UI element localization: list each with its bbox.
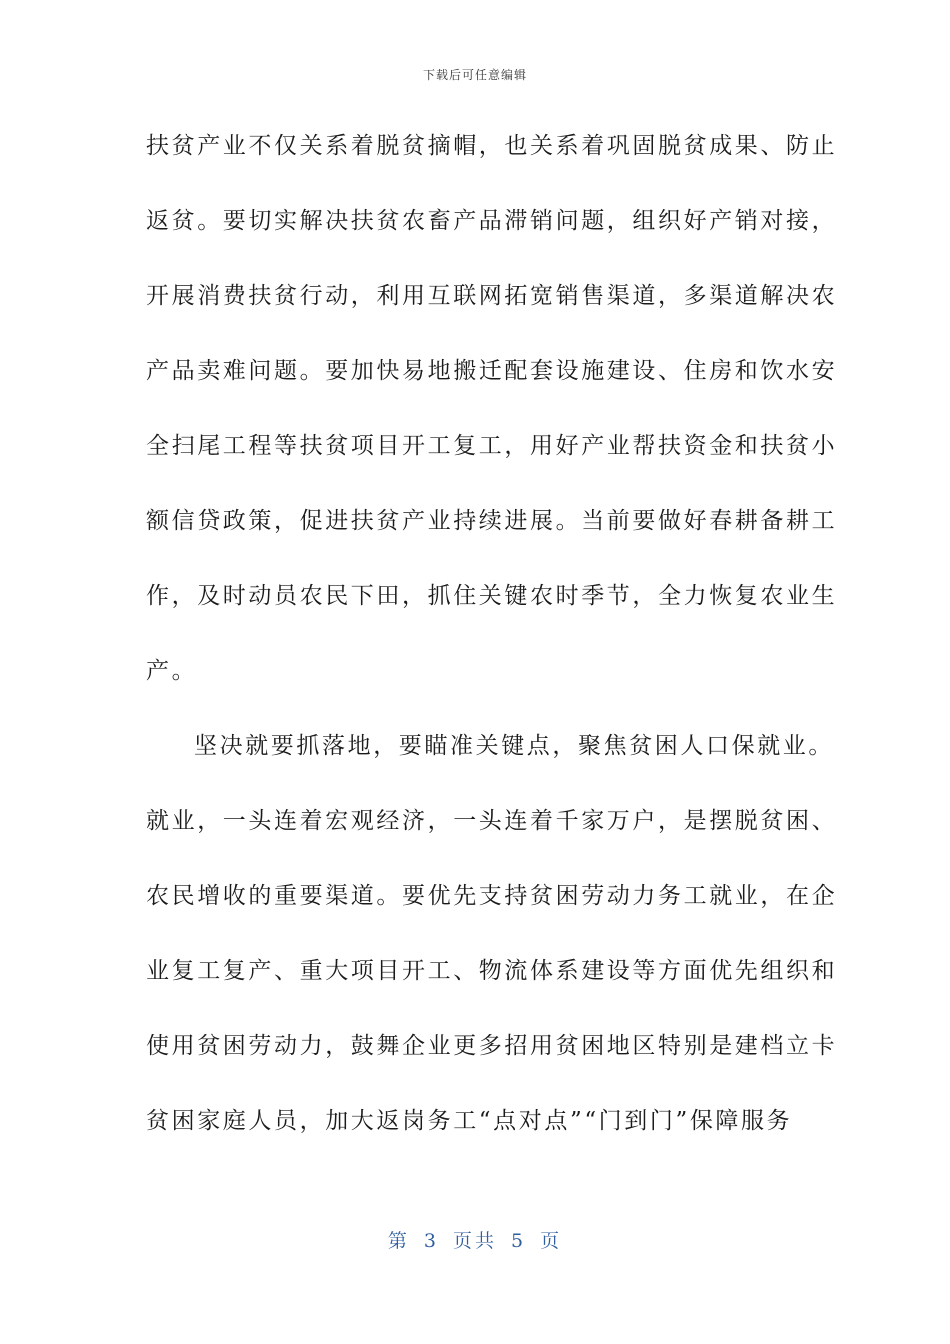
body-line-3: 开展消费扶贫行动，利用互联网拓宽销售渠道，多渠道解决农 bbox=[146, 283, 838, 309]
body-line-6: 额信贷政策，促进扶贫产业持续进展。当前要做好春耕备耕工 bbox=[146, 508, 838, 534]
body-line-11: 农民增收的重要渠道。要优先支持贫困劳动力务工就业，在企 bbox=[146, 883, 838, 909]
footer-current-page: 3 bbox=[423, 1230, 439, 1252]
footer-suffix: 页 bbox=[540, 1230, 563, 1252]
body-line-1: 扶贫产业不仅关系着脱贫摘帽，也关系着巩固脱贫成果、防止 bbox=[146, 133, 838, 159]
page-footer bbox=[0, 1226, 950, 1253]
body-line-8: 产。 bbox=[146, 658, 198, 684]
body-line-10: 就业，一头连着宏观经济，一头连着千家万户，是摆脱贫困、 bbox=[146, 808, 838, 834]
page-header-note: 下载后可任意编辑 bbox=[422, 68, 527, 82]
footer-total-pages: 5 bbox=[511, 1230, 527, 1252]
body-line-5: 全扫尾工程等扶贫项目开工复工，用好产业帮扶资金和扶贫小 bbox=[146, 433, 838, 459]
body-line-9: 坚决就要抓落地，要瞄准关键点，聚焦贫困人口保就业。 bbox=[194, 733, 834, 759]
body-line-2: 返贫。要切实解决扶贫农畜产品滞销问题，组织好产销对接， bbox=[146, 208, 838, 234]
body-line-14: 贫困家庭人员，加大返岗务工“点对点”“门到门”保障服务 bbox=[146, 1108, 793, 1134]
footer-prefix: 第 bbox=[387, 1230, 410, 1252]
body-line-13: 使用贫困劳动力，鼓舞企业更多招用贫困地区特别是建档立卡 bbox=[146, 1033, 838, 1059]
document-body bbox=[146, 118, 838, 1168]
body-line-4: 产品卖难问题。要加快易地搬迁配套设施建设、住房和饮水安 bbox=[146, 358, 838, 384]
body-line-12: 业复工复产、重大项目开工、物流体系建设等方面优先组织和 bbox=[146, 958, 838, 984]
body-line-7: 作，及时动员农民下田，抓住关键农时季节，全力恢复农业生 bbox=[146, 583, 838, 609]
footer-middle: 页共 bbox=[452, 1230, 497, 1252]
